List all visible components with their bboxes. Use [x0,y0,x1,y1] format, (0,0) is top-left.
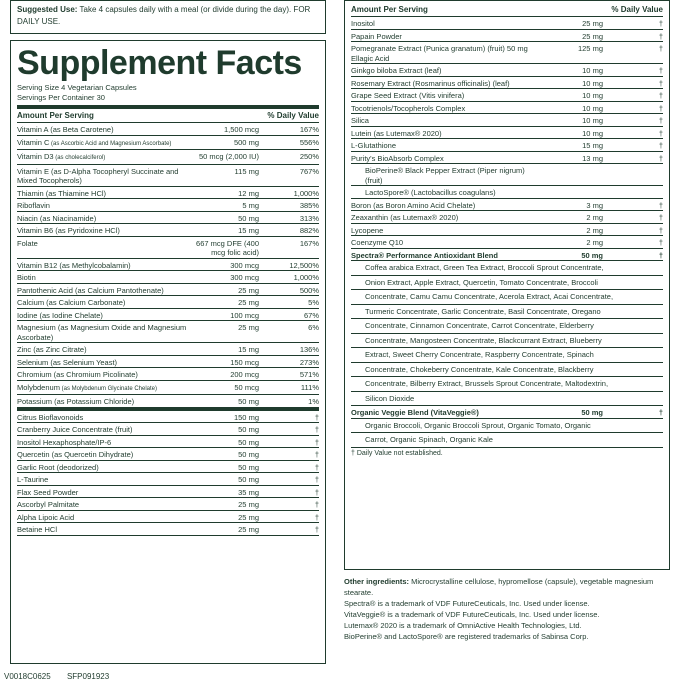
nutrient-amount: 50 mg [238,425,259,434]
left-table-row [17,321,319,343]
nutrient-daily-value: † [658,91,663,100]
nutrient-name: Calcium (as Calcium Carbonate) [17,298,126,307]
right-table-row [351,224,663,237]
nutrient-name: BioPerine® Black Pepper Extract (Piper nigrum) (fruit) [365,166,525,185]
nutrient-daily-value: † [314,525,319,534]
nutrient-daily-value: 1% [308,397,319,406]
veggie-ingredient-line: Organic Broccoli, Organic Broccoli Sprout, Organic Tomato, Organic [351,419,663,434]
suggested-use-label: Suggested Use: [17,5,78,14]
nutrient-name: Chromium (as Chromium Picolinate) [17,370,138,379]
nutrient-amount: 10 mg [582,78,603,88]
nutrient-daily-value: † [658,78,663,88]
nutrient-amount: 50 mg [238,397,259,406]
spectra-blend-ingredients [351,261,663,406]
nutrient-daily-value: 571% [299,370,319,379]
servings-per-container: Servings Per Container 30 [17,93,105,102]
right-table-row [351,211,663,224]
left-table-header [17,109,319,123]
trademark-lutemax: Lutemax® 2020 is a trademark of OmniActive Health Technologies, Ltd. [344,621,582,630]
spectra-ingredient-line: Coffea arabica Extract, Green Tea Extract, Broccoli Sprout Concentrate, [351,261,663,276]
left-table-row [17,284,319,297]
left-table-row [17,448,319,461]
nutrient-amount: 2 mg [586,238,603,247]
spectra-ingredient-line: Concentrate, Camu Camu Concentrate, Acerola Extract, Acai Concentrate, [351,290,663,305]
nutrient-name: Lycopene [351,225,384,235]
nutrient-name: Ascorbyl Palmitate [17,500,80,509]
nutrient-daily-value: 767% [299,166,319,176]
nutrient-name: Thiamin (as Thiamine HCl) [17,188,107,198]
nutrient-amount: 100 mcg [230,310,259,320]
nutrient-amount: 25 mg [238,298,259,307]
nutrient-amount: 667 mcg DFE (400 mcg folic acid) [196,238,259,257]
nutrient-daily-value: 167% [299,238,319,248]
left-table-row [17,498,319,511]
nutrient-daily-value: † [658,31,663,41]
right-table-row [351,30,663,43]
nutrient-amount [533,164,603,166]
spectra-ingredient-line: Silicon Dioxide [351,392,663,407]
left-table-row [17,165,319,187]
nutrient-daily-value: † [658,103,663,113]
left-table-row [17,199,319,212]
right-table-row [351,64,663,77]
nutrient-daily-value: 136% [299,345,319,354]
nutrient-daily-value: † [658,66,663,75]
left-table-row [17,473,319,486]
nutrient-name: Iodine (as Iodine Chelate) [17,310,103,320]
nutrient-daily-value: 12,500% [289,260,319,270]
nutrient-amount: 3 mg [586,200,603,210]
right-amount-header: Amount Per Serving [351,5,428,14]
nutrient-amount: 125 mg [577,44,603,53]
nutrient-name: Boron (as Boron Amino Acid Chelate) [351,200,476,210]
supplement-facts-title: Supplement Facts [17,44,302,82]
supplement-facts-left-panel [10,40,326,664]
nutrient-daily-value: 313% [299,213,319,223]
right-table-row [351,127,663,140]
nutrient-source-note: (as Molybdenum Glycinate Chelate) [59,385,157,392]
nutrient-daily-value: † [314,425,319,434]
nutrient-name: Vitamin D3 (as cholecalciferol) [17,152,106,161]
nutrient-amount: 50 mg [238,462,259,472]
nutrient-daily-value: 1,000% [293,188,319,198]
nutrient-name: Pomegranate Extract (Punica granatum) (fruit) 50 mg Ellagic Acid [351,44,528,63]
nutrient-name: Ginkgo biloba Extract (leaf) [351,66,442,75]
serving-size: Serving Size 4 Vegetarian Capsules [17,83,137,92]
nutrient-amount: 25 mg [238,512,259,522]
nutrient-name: Purity's BioAbsorb Complex [351,153,444,163]
nutrient-name: L-Glutathione [351,141,397,150]
nutrient-name: Potassium (as Potassium Chloride) [17,397,135,406]
left-table-row [17,356,319,369]
nutrient-name: Cranberry Juice Concentrate (fruit) [17,425,133,434]
nutrient-daily-value: † [314,412,319,422]
left-table-row [17,136,319,151]
nutrient-amount: 50 mg [238,437,259,447]
nutrient-amount: 10 mg [582,116,603,125]
spectra-ingredient-line: Concentrate, Bilberry Extract, Brussels Sprout Concentrate, Maltodextrin, [351,377,663,392]
nutrient-daily-value: † [658,213,663,222]
nutrient-name: Zeaxanthin (as Lutemax® 2020) [351,213,459,222]
nutrient-daily-value: † [314,437,319,447]
right-table-row [351,236,663,249]
nutrient-daily-value: † [658,128,663,138]
nutrient-amount: 10 mg [582,103,603,113]
nutrient-daily-value: 556% [299,137,319,147]
nutrient-name: Lutein (as Lutemax® 2020) [351,128,442,138]
nutrient-name: Vitamin E (as D-Alpha Tocopheryl Succinate and Mixed Tocopherols) [17,166,179,185]
nutrient-amount: 25 mg [582,19,603,28]
left-table-row [17,150,319,165]
right-nutrient-table [351,17,663,249]
nutrient-amount: 50 mg [238,475,259,484]
nutrient-amount: 15 mg [582,141,603,150]
product-codes [4,672,123,681]
nutrient-name: Coenzyme Q10 [351,238,404,247]
spectra-ingredient-line: Onion Extract, Apple Extract, Quercetin, Tomato Concentrate, Broccoli [351,276,663,291]
right-table-row [351,77,663,90]
right-dv-header: % Daily Value [611,5,663,14]
supplement-facts-right-panel [344,0,670,570]
nutrient-amount: 50 mg [238,450,259,459]
spectra-blend-name: Spectra® Performance Antioxidant Blend [351,250,498,260]
nutrient-amount [533,186,603,188]
nutrient-amount: 115 mg [234,166,259,176]
right-table-row [351,164,663,186]
veggie-blend-amount: 50 mg [581,408,603,417]
nutrient-amount: 15 mg [238,226,259,235]
left-table-row [17,408,319,424]
nutrient-name: Riboflavin [17,201,50,210]
nutrient-daily-value: 67% [303,310,319,320]
left-table-row [17,381,319,396]
nutrient-name: Silica [351,116,369,125]
nutrient-amount: 2 mg [586,213,603,222]
spectra-ingredient-line: Turmeric Concentrate, Garlic Concentrate, Basil Concentrate, Oregano [351,305,663,320]
trademark-spectra: Spectra® is a trademark of VDF FutureCeuticals, Inc. Used under license. [344,599,590,608]
nutrient-daily-value: † [658,225,663,235]
nutrient-amount: 200 mcg [230,370,259,379]
spectra-ingredient-line: Concentrate, Mangosteen Concentrate, Blackcurrant Extract, Blueberry [351,334,663,349]
left-table-row [17,224,319,237]
nutrient-daily-value: 5% [308,298,319,307]
nutrient-daily-value: † [658,200,663,210]
left-table-row [17,271,319,284]
right-table-row [351,17,663,30]
veggie-blend-dv: † [658,408,663,417]
nutrient-name: Citrus Bioflavonoids [17,412,84,422]
right-table-row [351,186,663,199]
nutrient-amount: 1,500 mcg [223,125,259,134]
trademark-bioperine: BioPerine® and LactoSpore® are registered trademarks of Sabinsa Corp. [344,632,589,641]
nutrient-daily-value: 111% [300,382,319,392]
nutrient-daily-value: † [314,450,319,459]
veggie-blend-name: Organic Veggie Blend (VitaVeggie®) [351,408,479,417]
nutrient-amount: 50 mcg [234,382,259,392]
nutrient-name: Magnesium (as Magnesium Oxide and Magnesium Ascorbate) [17,323,187,342]
nutrient-daily-value [603,186,663,188]
nutrient-name: Vitamin B12 (as Methylcobalamin) [17,260,131,270]
nutrient-name: Tocotrienols/Tocopherols Complex [351,103,466,113]
nutrient-daily-value: 1,000% [293,273,319,282]
left-table-row [17,523,319,536]
right-table-row [351,89,663,102]
nutrient-amount: 25 mg [238,525,259,534]
nutrient-daily-value: 6% [308,323,319,332]
nutrient-name: Pantothenic Acid (as Calcium Pantothenate) [17,285,164,295]
nutrient-amount: 150 mcg [230,357,259,367]
left-table-row [17,212,319,225]
nutrient-amount: 10 mg [582,91,603,100]
daily-value-header: % Daily Value [267,111,319,120]
nutrient-daily-value: † [658,116,663,125]
nutrient-name: Vitamin B6 (as Pyridoxine HCl) [17,226,120,235]
nutrient-name: Biotin [17,273,36,282]
spectra-ingredient-line: Concentrate, Cinnamon Concentrate, Carrot Concentrate, Elderberry [351,319,663,334]
nutrient-name: L-Taurine [17,475,49,484]
nutrient-amount: 150 mg [233,412,259,422]
right-table-row [351,199,663,212]
nutrient-daily-value: 385% [299,201,319,210]
nutrient-amount: 10 mg [582,128,603,138]
nutrient-daily-value: 500% [299,285,319,295]
nutrient-name: Selenium (as Selenium Yeast) [17,357,118,367]
right-table-row [351,102,663,115]
spectra-blend-row [351,249,663,262]
nutrient-amount: 25 mg [582,31,603,41]
left-table-row [17,259,319,272]
lot-code: V0018C0625 [4,672,51,681]
nutrient-daily-value: † [658,44,663,53]
nutrient-daily-value: † [314,462,319,472]
nutrient-source-note: (as Ascorbic Acid and Magnesium Ascorbate) [49,140,172,147]
nutrient-name: Rosemary Extract (Rosmarinus officinalis) (leaf) [351,78,510,88]
left-table-row [17,511,319,524]
suggested-use-box [10,0,326,34]
trademark-vitaveggie: VitaVeggie® is a trademark of VDF FutureCeuticals, Inc. Used under license. [344,610,600,619]
nutrient-daily-value: † [314,475,319,484]
nutrient-daily-value: 273% [299,357,319,367]
nutrient-name: Vitamin C (as Ascorbic Acid and Magnesium Ascorbate) [17,137,172,147]
veggie-blend-ingredients [351,419,663,448]
left-table-row [17,423,319,436]
nutrient-name: Inositol Hexaphosphate/IP-6 [17,437,112,447]
nutrient-name: Betaine HCl [17,525,58,534]
nutrient-daily-value: 167% [299,125,319,134]
nutrient-amount: 300 mcg [230,273,259,282]
left-table-row [17,237,319,259]
other-ingredients-label: Other ingredients: [344,577,410,586]
nutrient-amount: 10 mg [582,66,603,75]
nutrient-amount: 50 mcg (2,000 IU) [198,152,259,161]
nutrient-amount: 50 mg [238,213,259,223]
nutrient-amount: 15 mg [238,345,259,354]
left-table-row [17,309,319,322]
nutrient-name: LactoSpore® (Lactobacillus coagulans) [365,188,496,197]
nutrient-daily-value: † [314,512,319,522]
amount-per-serving-header: Amount Per Serving [17,111,94,120]
left-table-row [17,486,319,499]
veggie-ingredient-line: Carrot, Organic Spinach, Organic Kale [351,433,663,448]
veggie-blend-row [351,406,663,419]
nutrient-amount: 5 mg [242,201,259,210]
left-table-row [17,461,319,474]
nutrient-daily-value: † [658,238,663,247]
spectra-blend-amount: 50 mg [581,250,603,260]
other-ingredients-text: Microcrystalline cellulose, hypromellose (capsule), vegetable magnesium stearate. [344,577,654,597]
nutrient-daily-value: 882% [299,226,319,235]
nutrient-amount: 500 mg [233,137,259,147]
suggested-use-text: Take 4 capsules daily with a meal (or divide during the day). FOR DAILY USE. [17,5,311,26]
left-table-row [17,395,319,408]
nutrient-name: Garlic Root (deodorized) [17,462,99,472]
left-table-row [17,368,319,381]
nutrient-name: Alpha Lipoic Acid [17,512,75,522]
daily-value-footnote: † Daily Value not established. [351,449,443,457]
nutrient-daily-value: † [658,19,663,28]
spectra-blend-dv: † [658,250,663,260]
right-table-row [351,139,663,152]
nutrient-name: Vitamin A (as Beta Carotene) [17,125,114,134]
left-table-row [17,187,319,200]
nutrient-name: Quercetin (as Quercetin Dihydrate) [17,450,134,459]
nutrient-daily-value: † [658,141,663,150]
left-table-row [17,436,319,449]
nutrient-name: Niacin (as Niacinamide) [17,213,97,223]
nutrient-daily-value [603,164,663,166]
right-table-header [351,1,663,17]
other-ingredients-section [344,576,670,642]
nutrient-name: Flax Seed Powder [17,487,79,497]
nutrient-amount: 13 mg [582,153,603,163]
left-table-row [17,296,319,309]
nutrient-daily-value: † [314,500,319,509]
nutrient-amount: 2 mg [586,225,603,235]
nutrient-name: Molybdenum (as Molybdenum Glycinate Chelate) [17,382,157,392]
nutrient-daily-value: † [314,487,319,497]
nutrient-amount: 25 mg [238,323,259,332]
right-table-row [351,42,663,64]
nutrient-amount: 300 mcg [230,260,259,270]
sfp-code: SFP091923 [66,672,110,681]
left-table-row [17,123,319,136]
spectra-ingredient-line: Concentrate, Chokeberry Concentrate, Kale Concentrate, Blackberry [351,363,663,378]
nutrient-source-note: (as cholecalciferol) [53,155,106,161]
nutrient-name: Grape Seed Extract (Vitis vinifera) [351,91,465,100]
left-table-row [17,343,319,356]
nutrient-amount: 12 mg [238,188,259,198]
right-table-row [351,152,663,165]
nutrient-name: Folate [17,238,38,248]
left-nutrient-table [17,123,319,536]
nutrient-name: Inositol [351,19,375,28]
nutrient-amount: 25 mg [238,500,259,509]
nutrient-daily-value: † [658,153,663,163]
nutrient-daily-value: 250% [299,152,319,161]
nutrient-amount: 25 mg [238,285,259,295]
nutrient-amount: 35 mg [238,487,259,497]
right-table-row [351,114,663,127]
nutrient-name: Papain Powder [351,31,402,41]
spectra-ingredient-line: Extract, Sweet Cherry Concentrate, Raspberry Concentrate, Spinach [351,348,663,363]
nutrient-name: Zinc (as Zinc Citrate) [17,345,87,354]
